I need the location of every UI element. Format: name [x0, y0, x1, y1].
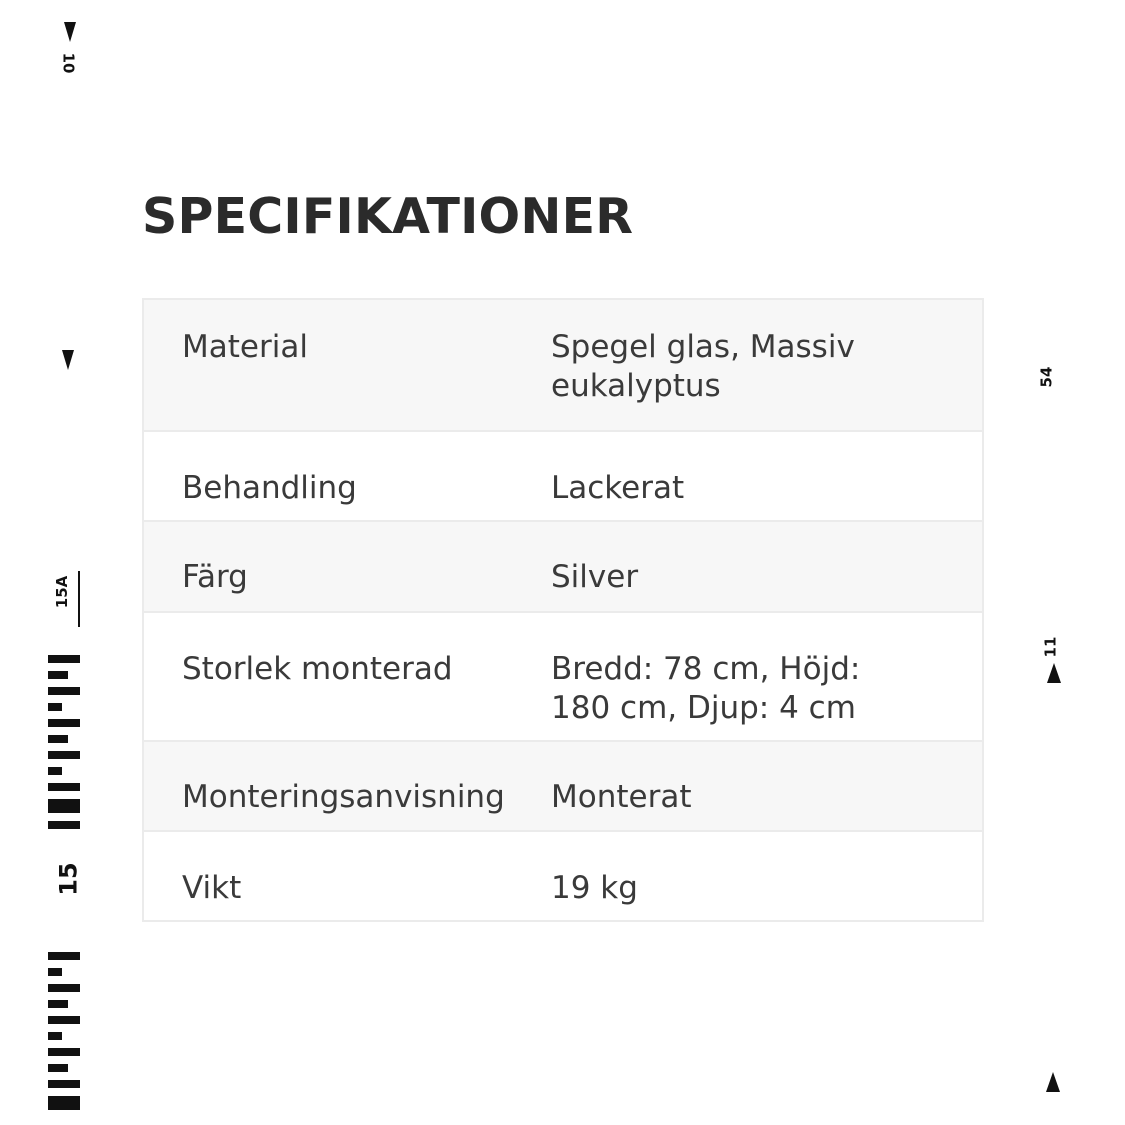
spec-value	[551, 469, 982, 520]
margin-mark-top-left	[58, 22, 82, 82]
spec-value-line: Silver	[551, 559, 639, 595]
margin-label: 10	[59, 52, 78, 74]
spec-value-line: Monterat	[551, 779, 692, 815]
margin-label: 54	[1037, 366, 1056, 388]
margin-mark-right-mid	[1040, 632, 1064, 692]
spec-value-line: 19 kg	[551, 870, 638, 906]
barcode-bar	[48, 767, 62, 775]
barcode-bar	[48, 952, 80, 960]
triangle-icon	[1047, 663, 1061, 683]
spec-value	[551, 778, 982, 830]
table-row	[144, 520, 982, 611]
barcode-bar	[48, 1032, 62, 1040]
table-row	[144, 430, 982, 520]
barcode-bar	[48, 821, 80, 829]
table-row	[144, 830, 982, 920]
barcode-bar	[48, 1080, 80, 1088]
barcode-bar	[48, 671, 68, 679]
table-row	[144, 300, 982, 430]
barcode-bar	[48, 799, 80, 813]
specifications-table	[142, 298, 984, 922]
barcode-bar	[48, 783, 80, 791]
spec-value	[551, 869, 982, 920]
barcode-graphic	[48, 952, 82, 1125]
barcode-bar	[48, 735, 68, 743]
spec-value-line: 180 cm, Djup: 4 cm	[551, 690, 856, 726]
spec-value-line: Spegel glas, Massiv	[551, 329, 855, 365]
spec-label: Vikt	[182, 870, 242, 906]
page-title: SPECIFIKATIONER	[142, 188, 634, 245]
spec-value	[551, 650, 982, 740]
barcode-bar	[48, 1000, 68, 1008]
spec-label: Färg	[182, 559, 248, 595]
triangle-down-icon	[64, 22, 76, 42]
spec-label: Storlek monterad	[182, 651, 453, 687]
spec-value-line: eukalyptus	[551, 368, 721, 404]
spec-value-line: Bredd: 78 cm, Höjd:	[551, 651, 861, 687]
margin-label: 15	[54, 862, 83, 896]
barcode-bar	[48, 1048, 80, 1056]
barcode-bar	[48, 984, 80, 992]
barcode-bar	[48, 687, 80, 695]
table-row	[144, 611, 982, 740]
barcode-bar	[48, 1064, 68, 1072]
barcode-bar	[48, 719, 80, 727]
barcode-graphic	[48, 655, 82, 850]
spec-value-line: Lackerat	[551, 470, 685, 506]
table-row	[144, 740, 982, 830]
spec-value	[551, 328, 982, 430]
spec-label: Monteringsanvisning	[182, 779, 505, 815]
spec-label: Behandling	[182, 470, 357, 506]
margin-label: 15A	[53, 575, 72, 609]
triangle-down-icon	[62, 350, 74, 370]
arrow-line	[78, 571, 80, 627]
margin-label: 11	[1041, 636, 1060, 658]
margin-mark-left-mid	[50, 565, 84, 629]
barcode-bar	[48, 1016, 80, 1024]
barcode-bar	[48, 655, 80, 663]
triangle-up-icon	[1046, 1072, 1060, 1092]
barcode-bar	[48, 968, 62, 976]
barcode-bar	[48, 1096, 80, 1110]
barcode-bar	[48, 751, 80, 759]
spec-label: Material	[182, 329, 308, 365]
spec-value	[551, 558, 982, 611]
barcode-bar	[48, 703, 62, 711]
